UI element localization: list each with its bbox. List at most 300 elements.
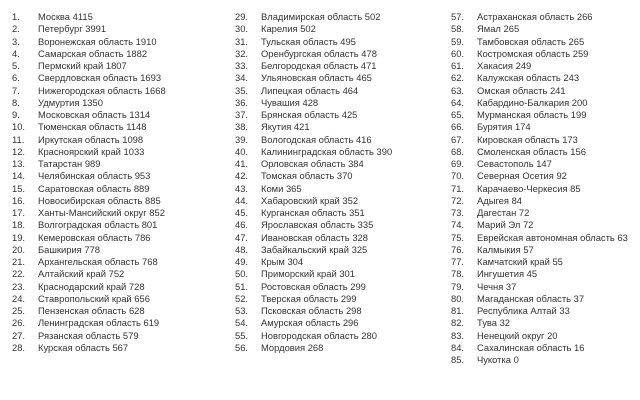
item-rank: 36.	[235, 96, 249, 108]
item-rank: 52.	[235, 292, 249, 304]
item-rank: 8.	[12, 96, 20, 108]
item-value: 45	[526, 268, 538, 280]
item-rank: 70.	[451, 170, 465, 182]
item-rank: 38.	[235, 121, 249, 133]
item-region-name: Удмуртия	[38, 96, 80, 108]
item-value: 619	[143, 317, 160, 329]
item-value: 298	[345, 305, 362, 316]
item-rank: 40.	[235, 145, 249, 157]
item-value: 579	[122, 329, 139, 341]
item-region-name: Томская область	[261, 170, 335, 182]
item-value: 465	[356, 72, 372, 84]
list-item	[451, 207, 640, 219]
item-rank: 41.	[235, 158, 249, 169]
item-region-name: Еврейская автономная область	[477, 231, 615, 243]
item-region-name: Самарская область	[38, 47, 124, 59]
list-item	[235, 342, 450, 354]
item-region-name: Бурятия	[477, 121, 513, 133]
item-value: 173	[562, 133, 578, 145]
item-value: 953	[134, 170, 151, 182]
item-region-name: Воронежская область	[38, 35, 134, 47]
item-region-name: Петербург	[38, 23, 83, 35]
item-value: 352	[342, 194, 359, 206]
item-value: 72	[518, 207, 530, 218]
list-item	[12, 134, 227, 146]
item-region-name: Волгоградская область	[38, 219, 140, 231]
list-item	[235, 109, 450, 121]
item-value: 478	[361, 47, 377, 59]
list-column-1	[12, 11, 227, 354]
list-column-3	[451, 11, 640, 366]
list-item	[235, 97, 450, 109]
item-rank: 62.	[451, 72, 465, 84]
item-rank: 67.	[451, 133, 465, 145]
item-region-name: Дагестан	[477, 207, 517, 218]
list-item	[451, 256, 640, 268]
item-value: 85	[570, 182, 581, 194]
list-item	[12, 109, 227, 121]
item-region-name: Архангельская область	[38, 256, 140, 267]
item-rank: 19.	[12, 231, 26, 243]
item-region-name: Ивановская область	[261, 231, 350, 243]
item-rank: 32.	[235, 47, 249, 59]
item-rank: 84.	[451, 341, 465, 353]
list-item	[12, 207, 227, 219]
item-region-name: Кировская область	[477, 133, 560, 145]
item-rank: 37.	[235, 109, 249, 120]
item-value: 425	[341, 109, 358, 120]
item-rank: 60.	[451, 47, 465, 59]
item-rank: 74.	[451, 219, 465, 231]
item-rank: 55.	[235, 329, 249, 341]
item-rank: 43.	[235, 182, 249, 194]
item-region-name: Ставропольский край	[38, 292, 132, 304]
item-rank: 53.	[235, 305, 249, 316]
item-region-name: Костромская область	[477, 47, 571, 59]
item-value: 37	[573, 292, 585, 304]
list-item	[12, 268, 227, 280]
item-rank: 25.	[12, 305, 26, 316]
item-rank: 18.	[12, 219, 26, 231]
list-item	[235, 183, 450, 195]
item-value: 32	[499, 317, 511, 329]
item-region-name: Амурская область	[261, 317, 341, 329]
item-region-name: Рязанская область	[38, 329, 121, 341]
list-item	[235, 330, 450, 342]
item-rank: 59.	[451, 35, 465, 47]
item-region-name: Липецкая область	[261, 84, 340, 96]
list-item	[451, 244, 640, 256]
item-value: 335	[357, 219, 374, 231]
item-region-name: Красноярский край	[38, 145, 121, 157]
item-rank: 23.	[12, 280, 26, 292]
item-rank: 77.	[451, 256, 465, 267]
list-item	[451, 60, 640, 72]
item-value: 16	[573, 341, 585, 353]
item-rank: 65.	[451, 109, 465, 120]
item-value: 156	[570, 145, 586, 157]
item-region-name: Севастополь	[477, 158, 534, 169]
item-region-name: Ульяновская область	[261, 72, 354, 84]
list-item	[235, 293, 450, 305]
item-region-name: Свердловская область	[38, 72, 138, 84]
item-rank: 10.	[12, 121, 26, 133]
list-item	[12, 244, 227, 256]
item-region-name: Новосибирская область	[38, 194, 143, 206]
item-value: 266	[576, 11, 593, 22]
item-rank: 64.	[451, 96, 465, 108]
item-rank: 46.	[235, 219, 249, 231]
item-region-name: Адыгея	[477, 194, 509, 206]
list-item	[235, 305, 450, 317]
list-item	[451, 281, 640, 293]
list-item	[451, 85, 640, 97]
item-region-name: Камчатский край	[477, 256, 550, 267]
list-column-2	[235, 11, 450, 354]
item-value: 1098	[122, 133, 144, 145]
item-region-name: Башкирия	[38, 243, 82, 255]
item-value: 55	[552, 256, 563, 267]
item-rank: 24.	[12, 292, 26, 304]
item-value: 1148	[126, 121, 147, 133]
item-region-name: Кабардино-Балкария	[477, 96, 570, 108]
item-region-name: Якутия	[261, 121, 292, 133]
list-item	[12, 219, 227, 231]
item-region-name: Чувашия	[261, 96, 300, 108]
list-item	[12, 170, 227, 182]
item-region-name: Иркутская область	[38, 133, 120, 145]
item-region-name: Псковская область	[261, 305, 344, 316]
item-region-name: Ненецкий округ	[477, 329, 545, 341]
item-rank: 21.	[12, 256, 26, 267]
item-region-name: Чечня	[477, 280, 504, 292]
item-value: 328	[352, 231, 368, 243]
item-rank: 63.	[451, 84, 465, 96]
list-item	[12, 342, 227, 354]
list-item	[235, 281, 450, 293]
item-region-name: Владимирская область	[261, 11, 363, 22]
item-region-name: Приморский край	[261, 268, 337, 280]
item-value: 84	[511, 194, 523, 206]
list-item	[12, 23, 227, 35]
item-rank: 58.	[451, 23, 465, 35]
item-value: 243	[563, 72, 580, 84]
item-region-name: Белгородская область	[261, 60, 359, 71]
item-value: 296	[342, 317, 359, 329]
list-item	[12, 97, 227, 109]
item-rank: 28.	[12, 341, 26, 353]
list-item	[451, 293, 640, 305]
item-value: 852	[149, 207, 165, 218]
list-item	[451, 11, 640, 23]
item-region-name: Омская область	[477, 84, 548, 96]
item-region-name: Новгородская область	[261, 329, 359, 341]
item-rank: 12.	[12, 145, 26, 157]
item-value: 778	[84, 243, 101, 255]
item-rank: 49.	[235, 256, 249, 267]
list-item	[451, 317, 640, 329]
list-item	[12, 158, 227, 170]
list-item	[451, 158, 640, 170]
list-item	[451, 183, 640, 195]
item-rank: 44.	[235, 194, 249, 206]
item-value: 628	[128, 305, 145, 316]
list-item	[235, 134, 450, 146]
item-region-name: Смоленская область	[477, 145, 568, 157]
item-value: 92	[556, 170, 567, 182]
item-region-name: Ярославская область	[261, 219, 356, 231]
list-item	[235, 146, 450, 158]
item-region-name: Марий Эл	[477, 219, 521, 231]
item-rank: 85.	[451, 354, 465, 365]
item-rank: 35.	[235, 84, 249, 96]
item-rank: 45.	[235, 207, 249, 218]
item-region-name: Ленинградская область	[38, 317, 141, 329]
item-value: 299	[350, 280, 366, 292]
item-value: 428	[302, 96, 319, 108]
item-rank: 68.	[451, 145, 465, 157]
item-region-name: Курганская область	[261, 207, 347, 218]
item-value: 72	[522, 219, 534, 231]
item-region-name: Республика Алтай	[477, 305, 557, 316]
list-item	[235, 170, 450, 182]
item-rank: 31.	[235, 35, 249, 47]
item-rank: 26.	[12, 317, 26, 329]
item-rank: 13.	[12, 158, 26, 169]
item-region-name: Чукотка	[477, 354, 511, 365]
item-region-name: Калмыкия	[477, 243, 521, 255]
item-value: 768	[142, 256, 158, 267]
item-region-name: Северная Осетия	[477, 170, 554, 182]
item-rank: 7.	[12, 84, 20, 96]
item-region-name: Коми	[261, 182, 284, 194]
item-value: 889	[133, 182, 150, 194]
item-value: 885	[145, 194, 161, 206]
item-rank: 75.	[451, 231, 465, 243]
list-item	[235, 207, 450, 219]
item-rank: 29.	[235, 11, 249, 22]
item-region-name: Москва	[38, 11, 71, 22]
list-item	[12, 121, 227, 133]
list-item	[235, 195, 450, 207]
list-item	[451, 354, 640, 366]
item-rank: 6.	[12, 72, 20, 84]
item-rank: 4.	[12, 47, 20, 59]
item-region-name: Ингушетия	[477, 268, 525, 280]
item-value: 370	[336, 170, 353, 182]
item-rank: 14.	[12, 170, 26, 182]
item-value: 1350	[82, 96, 103, 108]
list-item	[235, 256, 450, 268]
item-region-name: Тверская область	[261, 292, 339, 304]
item-region-name: Татарстан	[38, 158, 83, 169]
item-value: 259	[572, 47, 589, 59]
list-item	[451, 134, 640, 146]
list-item	[235, 60, 450, 72]
list-item	[451, 23, 640, 35]
item-region-name: Брянская область	[261, 109, 340, 120]
list-item	[12, 11, 227, 23]
item-region-name: Хакасия	[477, 60, 513, 71]
item-value: 656	[134, 292, 150, 304]
item-rank: 30.	[235, 23, 249, 35]
item-region-name: Магаданская область	[477, 292, 572, 304]
item-value: 471	[360, 60, 377, 71]
list-item	[235, 219, 450, 231]
item-value: 304	[287, 256, 304, 267]
item-rank: 81.	[451, 305, 465, 316]
item-region-name: Калининградская область	[261, 145, 374, 157]
item-rank: 39.	[235, 133, 249, 145]
list-item	[12, 232, 227, 244]
item-rank: 2.	[12, 23, 20, 35]
item-rank: 50.	[235, 268, 249, 280]
item-region-name: Нижегородская область	[38, 84, 143, 96]
list-item	[235, 48, 450, 60]
item-value: 4115	[72, 11, 93, 22]
item-value: 384	[348, 158, 364, 169]
list-item	[451, 268, 640, 280]
list-item	[12, 146, 227, 158]
item-region-name: Алтайский край	[38, 268, 106, 280]
list-item	[235, 72, 450, 84]
item-value: 801	[141, 219, 158, 231]
list-item	[235, 11, 450, 23]
item-value: 265	[568, 35, 585, 47]
item-rank: 73.	[451, 207, 465, 218]
item-rank: 17.	[12, 207, 26, 218]
item-rank: 42.	[235, 170, 249, 182]
item-value: 1693	[140, 72, 162, 84]
item-rank: 83.	[451, 329, 465, 341]
item-region-name: Ханты-Мансийский округ	[38, 207, 147, 218]
item-value: 147	[536, 158, 552, 169]
list-item	[12, 72, 227, 84]
list-item	[12, 195, 227, 207]
list-item	[451, 305, 640, 317]
list-item	[451, 170, 640, 182]
item-rank: 20.	[12, 243, 26, 255]
item-region-name: Краснодарский край	[38, 280, 127, 292]
item-rank: 9.	[12, 109, 20, 120]
item-value: 299	[340, 292, 357, 304]
list-item	[12, 60, 227, 72]
item-value: 989	[84, 158, 101, 169]
item-rank: 57.	[451, 11, 465, 22]
item-rank: 47.	[235, 231, 249, 243]
item-value: 199	[570, 109, 587, 120]
list-item	[235, 232, 450, 244]
item-region-name: Калужская область	[477, 72, 561, 84]
item-rank: 3.	[12, 35, 20, 47]
item-value: 495	[340, 35, 356, 47]
item-region-name: Пермский край	[38, 60, 104, 71]
item-region-name: Мурманская область	[477, 109, 569, 120]
list-item	[451, 97, 640, 109]
item-rank: 69.	[451, 158, 465, 169]
list-item	[451, 342, 640, 354]
item-region-name: Забайкальский край	[261, 243, 349, 255]
item-rank: 71.	[451, 182, 465, 194]
list-item	[451, 121, 640, 133]
list-item	[451, 219, 640, 231]
list-item	[451, 48, 640, 60]
item-value: 33	[559, 305, 570, 316]
item-value: 502	[364, 11, 381, 22]
list-item	[12, 256, 227, 268]
item-rank: 79.	[451, 280, 465, 292]
item-region-name: Тульская область	[261, 35, 338, 47]
item-value: 0	[513, 354, 519, 365]
item-rank: 82.	[451, 317, 465, 329]
item-rank: 16.	[12, 194, 26, 206]
item-value: 37	[505, 280, 517, 292]
item-value: 63	[617, 231, 628, 243]
list-item	[451, 195, 640, 207]
item-region-name: Тюменская область	[38, 121, 124, 133]
item-region-name: Тува	[477, 317, 497, 329]
item-region-name: Челябинская область	[38, 170, 133, 182]
item-rank: 76.	[451, 243, 465, 255]
item-value: 280	[361, 329, 377, 341]
list-item	[451, 109, 640, 121]
item-rank: 78.	[451, 268, 465, 280]
item-rank: 48.	[235, 243, 249, 255]
item-rank: 11.	[12, 133, 25, 145]
item-region-name: Оренбургская область	[261, 47, 359, 59]
item-region-name: Крым	[261, 256, 285, 267]
list-item	[12, 305, 227, 317]
item-value: 174	[514, 121, 531, 133]
item-value: 464	[342, 84, 359, 96]
list-item	[451, 146, 640, 158]
list-item	[451, 36, 640, 48]
item-region-name: Астраханская область	[477, 11, 575, 22]
item-region-name: Карачаево-Черкесия	[477, 182, 568, 194]
item-value: 1882	[126, 47, 148, 59]
item-region-name: Саратовская область	[38, 182, 132, 194]
item-value: 301	[339, 268, 355, 280]
item-value: 567	[112, 341, 129, 353]
item-value: 268	[307, 341, 324, 353]
list-item	[451, 232, 640, 244]
item-value: 1668	[144, 84, 166, 96]
item-value: 728	[128, 280, 145, 292]
item-rank: 15.	[12, 182, 26, 194]
item-value: 752	[108, 268, 125, 280]
item-rank: 56.	[235, 341, 249, 353]
list-item	[235, 158, 450, 170]
item-region-name: Пензенская область	[38, 305, 127, 316]
item-value: 1314	[129, 109, 151, 120]
item-value: 249	[515, 60, 532, 71]
item-region-name: Кемеровская область	[38, 231, 133, 243]
item-value: 502	[300, 23, 316, 35]
list-item	[12, 183, 227, 195]
list-item	[12, 293, 227, 305]
item-region-name: Вологодская область	[261, 133, 354, 145]
item-value: 57	[523, 243, 534, 255]
item-value: 3991	[85, 23, 107, 35]
item-rank: 61.	[451, 60, 465, 71]
item-rank: 51.	[235, 280, 249, 292]
item-region-name: Орловская область	[261, 158, 346, 169]
item-value: 200	[571, 96, 588, 108]
item-value: 1910	[135, 35, 157, 47]
list-item	[451, 330, 640, 342]
item-value: 421	[293, 121, 310, 133]
item-rank: 72.	[451, 194, 465, 206]
